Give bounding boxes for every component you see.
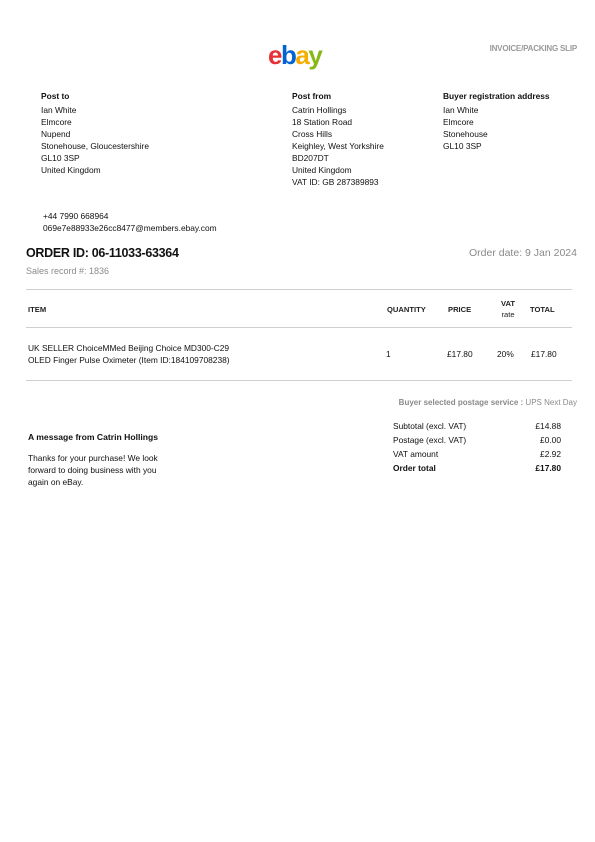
seller-message-body: Thanks for your purchase! We look forward to doing business with you again on eBay. [28, 453, 158, 487]
address-line: Catrin Hollings [292, 105, 347, 115]
address-line: United Kingdom [41, 165, 101, 175]
address-line: Ian White [41, 105, 77, 115]
vat-amount-label: VAT amount [393, 449, 439, 459]
item-vat-rate: 20% [497, 349, 514, 359]
vat-id: VAT ID: GB 287389893 [292, 177, 379, 187]
phone-number: +44 7990 668964 [43, 211, 109, 221]
order-date: Order date: 9 Jan 2024 [469, 247, 577, 259]
post-from-address [292, 90, 384, 188]
ebay-logo [268, 42, 321, 68]
order-id: ORDER ID: 06-11033-63364 [26, 246, 179, 260]
address-line: GL10 3SP [41, 153, 80, 163]
buyer-contact [43, 210, 217, 234]
postage-service-label: Buyer selected postage service : [398, 398, 524, 407]
address-line: Elmcore [41, 117, 72, 127]
table-bottom-divider [26, 380, 572, 381]
address-line: BD207DT [292, 153, 329, 163]
address-line: Elmcore [443, 117, 474, 127]
column-header-vat-rate [498, 298, 518, 320]
table-top-divider [26, 289, 572, 290]
postage-value: £0.00 [540, 435, 561, 445]
buyer-registration-heading: Buyer registration address [443, 91, 550, 101]
address-line: GL10 3SP [443, 141, 482, 151]
order-total-value: £17.80 [535, 463, 561, 473]
logo-letter-y: y [308, 40, 322, 70]
item-price: £17.80 [447, 349, 473, 359]
logo-letter-e: e [268, 40, 281, 70]
vat-header-line1: VAT [500, 299, 516, 308]
address-line: Keighley, West Yorkshire [292, 141, 384, 151]
address-line: Stonehouse [443, 129, 488, 139]
address-line: Nupend [41, 129, 71, 139]
column-header-quantity: QUANTITY [387, 305, 426, 314]
address-line: 18 Station Road [292, 117, 353, 127]
post-from-heading: Post from [292, 91, 332, 101]
postage-service-value: UPS Next Day [525, 398, 577, 407]
logo-letter-b: b [280, 40, 296, 70]
address-line: Cross Hills [292, 129, 333, 139]
seller-message-heading: A message from Catrin Hollings [28, 432, 159, 442]
subtotal-label: Subtotal (excl. VAT) [393, 421, 467, 431]
postage-label: Postage (excl. VAT) [393, 435, 467, 445]
post-to-heading: Post to [41, 91, 70, 101]
item-total: £17.80 [531, 349, 557, 359]
logo-letter-a: a [295, 40, 309, 70]
post-to-address [41, 90, 149, 176]
sales-record: Sales record #: 1836 [26, 266, 110, 276]
item-quantity: 1 [386, 349, 391, 359]
email-address: 069e7e88933e26cc8477@members.ebay.com [43, 223, 217, 233]
column-header-price: PRICE [448, 305, 472, 314]
document-type-label: INVOICE/PACKING SLIP [489, 44, 577, 53]
item-description [28, 342, 298, 366]
item-desc-line: OLED Finger Pulse Oximeter (Item ID:184109708238) [28, 355, 230, 365]
postage-service [399, 398, 577, 407]
subtotal-value: £14.88 [535, 421, 561, 431]
buyer-registration-address [443, 90, 550, 152]
table-header-divider [26, 327, 572, 328]
address-line: Stonehouse, Gloucestershire [41, 141, 150, 151]
column-header-item: ITEM [28, 305, 47, 314]
address-line: United Kingdom [292, 165, 352, 175]
order-total-label: Order total [393, 463, 436, 473]
vat-amount-value: £2.92 [540, 449, 561, 459]
vat-header-line2: rate [501, 310, 515, 319]
item-desc-line: UK SELLER ChoiceMMed Beijing Choice MD300-C29 [28, 343, 230, 353]
address-line: Ian White [443, 105, 479, 115]
column-header-total: TOTAL [530, 305, 555, 314]
